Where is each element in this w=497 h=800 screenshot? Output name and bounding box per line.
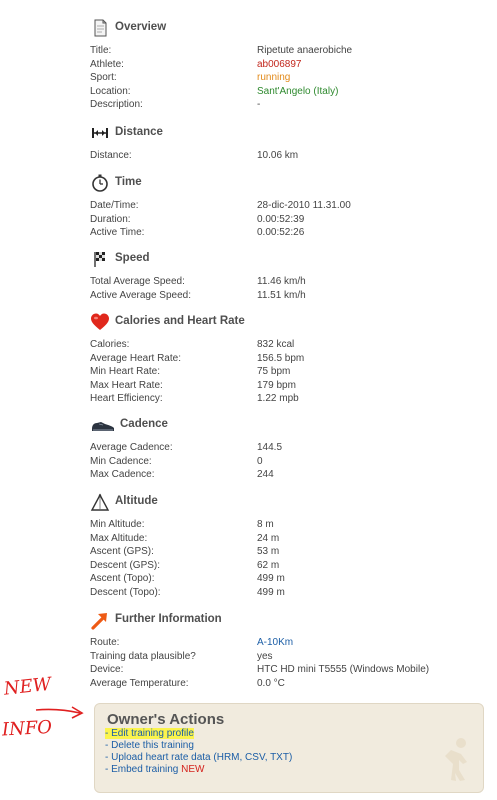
owners-actions-title: Owner's Actions bbox=[107, 711, 225, 728]
distance-icon bbox=[90, 123, 110, 143]
heart-icon bbox=[90, 312, 110, 332]
delete-training-link[interactable]: - Delete this training bbox=[105, 740, 194, 751]
edit-training-profile-link[interactable]: - Edit training profile bbox=[105, 728, 194, 739]
annotation-new-text: NEW bbox=[2, 673, 53, 700]
owners-actions-panel bbox=[94, 703, 484, 793]
speed-section bbox=[90, 249, 480, 302]
altitude-row-min: Min Altitude: 8 m bbox=[90, 519, 274, 530]
time-row-duration: Duration: 0.00:52:39 bbox=[90, 213, 305, 225]
sport-link[interactable]: running bbox=[257, 72, 291, 83]
overview-row-description: Description: - bbox=[90, 99, 261, 110]
document-icon bbox=[90, 18, 110, 38]
athlete-link[interactable]: ab006897 bbox=[257, 58, 302, 70]
overview-row-location: Location: Sant'Angelo (Italy) bbox=[90, 85, 339, 97]
cadence-row-min: Min Cadence: 0 bbox=[90, 455, 263, 467]
arrow-icon bbox=[90, 610, 110, 630]
calories-row-efficiency: Heart Efficiency: 1.22 mpb bbox=[90, 393, 299, 404]
annotation-info-text: INFO bbox=[1, 716, 53, 741]
altitude-title: Altitude bbox=[115, 495, 158, 507]
further-row-plausible: Training data plausible? yes bbox=[90, 650, 273, 662]
altitude-row-descent-gps: Descent (GPS): 62 m bbox=[90, 559, 280, 571]
altitude-section bbox=[90, 492, 480, 599]
further-row-device: Device: HTC HD mini T5555 (Windows Mobile) bbox=[90, 664, 430, 675]
location-link[interactable]: Sant'Angelo (Italy) bbox=[257, 85, 339, 97]
altitude-row-max: Max Altitude: 24 m bbox=[90, 532, 280, 544]
cadence-title: Cadence bbox=[120, 418, 168, 430]
annotation-arrow bbox=[36, 709, 80, 713]
route-link[interactable]: A-10Km bbox=[257, 637, 294, 648]
embed-training-link[interactable]: - Embed training NEW bbox=[105, 764, 205, 775]
upload-heart-rate-link[interactable]: - Upload heart rate data (HRM, CSV, TXT) bbox=[105, 752, 293, 763]
further-info-title: Further Information bbox=[115, 613, 222, 625]
overview-row-title: Title: Ripetute anaerobiche bbox=[90, 45, 353, 56]
calories-row-avg-hr: Average Heart Rate: 156.5 bpm bbox=[90, 352, 305, 364]
overview-row-sport: Sport: running bbox=[90, 72, 291, 83]
shoe-icon bbox=[90, 415, 116, 435]
time-row-active: Active Time: 0.00:52:26 bbox=[90, 227, 305, 238]
calories-row-max-hr: Max Heart Rate: 179 bpm bbox=[90, 379, 296, 391]
cadence-row-avg: Average Cadence: 144.5 bbox=[90, 442, 283, 453]
calories-title: Calories and Heart Rate bbox=[115, 315, 245, 327]
overview-row-athlete: Athlete: ab006897 bbox=[90, 58, 302, 70]
time-title: Time bbox=[115, 176, 142, 188]
cadence-section bbox=[90, 415, 480, 482]
speed-row-total: Total Average Speed: 11.46 km/h bbox=[90, 276, 306, 287]
handwritten-annotation bbox=[0, 670, 100, 750]
calories-section bbox=[90, 312, 480, 406]
speed-title: Speed bbox=[115, 252, 150, 264]
altitude-row-descent-topo: Descent (Topo): 499 m bbox=[90, 586, 285, 598]
distance-row: Distance: 10.06 km bbox=[90, 150, 299, 161]
speed-row-active: Active Average Speed: 11.51 km/h bbox=[90, 289, 306, 301]
further-info-section bbox=[90, 610, 480, 690]
new-badge: NEW bbox=[181, 764, 205, 775]
time-section bbox=[90, 173, 480, 240]
mountain-icon bbox=[90, 492, 110, 512]
stopwatch-icon bbox=[90, 173, 110, 193]
distance-title: Distance bbox=[115, 126, 163, 138]
calories-row-min-hr: Min Heart Rate: 75 bpm bbox=[90, 366, 291, 377]
checkered-flag-icon bbox=[90, 249, 110, 269]
time-row-datetime: Date/Time: 28-dic-2010 11.31.00 bbox=[90, 200, 351, 211]
calories-row-calories: Calories: 832 kcal bbox=[90, 339, 295, 350]
distance-section bbox=[90, 123, 480, 163]
altitude-row-ascent-topo: Ascent (Topo): 499 m bbox=[90, 573, 285, 584]
further-row-temperature: Average Temperature: 0.0 °C bbox=[90, 677, 285, 689]
altitude-row-ascent-gps: Ascent (GPS): 53 m bbox=[90, 546, 280, 557]
further-row-route: Route: A-10Km bbox=[90, 637, 294, 648]
runner-logo-icon bbox=[439, 736, 473, 784]
overview-section bbox=[90, 18, 480, 112]
cadence-row-max: Max Cadence: 244 bbox=[90, 469, 274, 480]
overview-title: Overview bbox=[115, 21, 167, 33]
